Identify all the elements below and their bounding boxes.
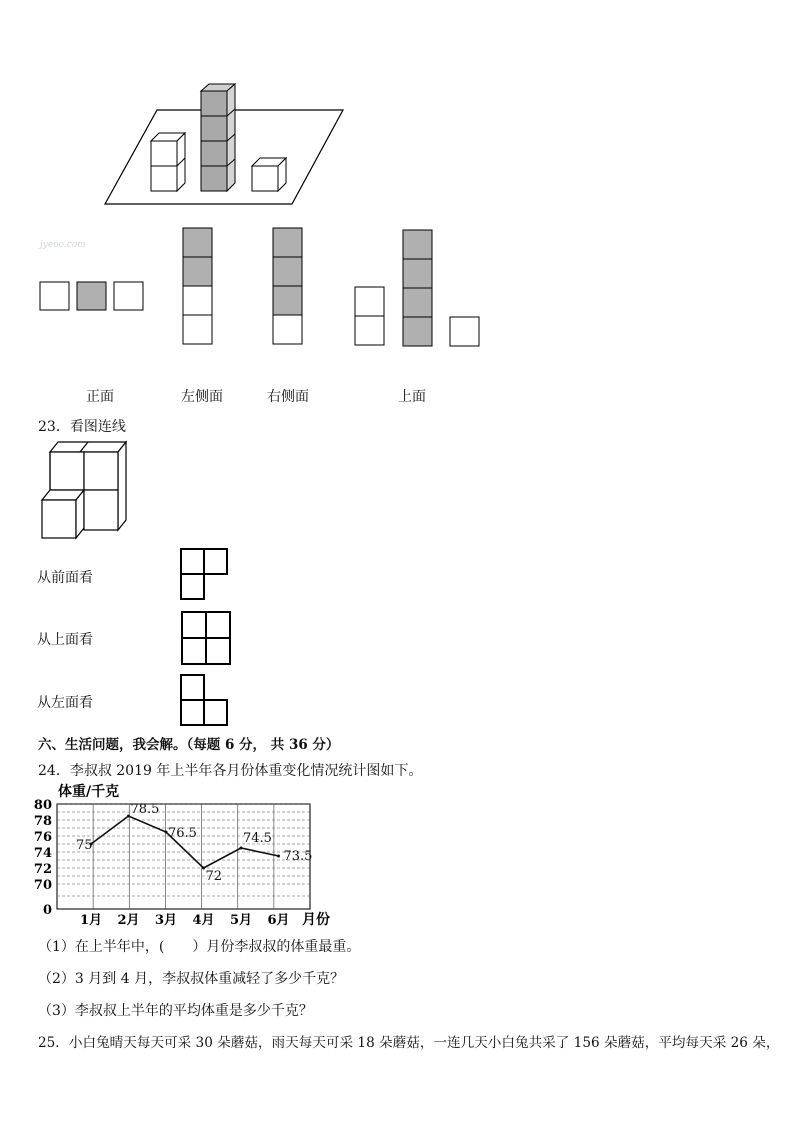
y-tick-label: 70: [33, 878, 52, 893]
q23-view-options: [0, 540, 260, 730]
y-tick-label: 0: [42, 903, 52, 918]
right-side-view: [273, 228, 302, 344]
q24-sub3: （3）李叔叔上半年的平均体重是多少千克？: [38, 1003, 313, 1019]
x-tick-label: 3月: [154, 913, 178, 928]
view-label-top: 上面: [398, 389, 426, 405]
q24-sub2: （2）3 月到 4 月，李叔叔体重减轻了多少千克？: [38, 971, 345, 987]
data-point: [240, 847, 243, 850]
data-label: 74.5: [243, 831, 272, 846]
x-tick-label: 4月: [192, 913, 215, 928]
chart-xticks: [80, 913, 290, 928]
weight-line-chart: [0, 780, 360, 930]
section-6-title: 六、生活问题，我会解。（每题 6 分， 共 36 分）: [38, 737, 340, 753]
option-front-view: [181, 549, 227, 599]
left-side-view: [183, 228, 212, 344]
q23-row-left-label: 从左面看: [37, 695, 93, 711]
view-drawings: [0, 220, 794, 360]
cube-arrangement-figure: [0, 0, 794, 215]
q23-title: 23．看图连线: [38, 419, 126, 435]
top-view: [355, 230, 479, 346]
q24-title: 24．李叔叔 2019 年上半年各月份体重变化情况统计图如下。: [38, 763, 423, 779]
view-label-left-side: 左侧面: [181, 389, 223, 405]
q24-sub1: （1）在上半年中，( ）月份李叔叔的体重最重。: [38, 939, 361, 955]
y-tick-label: 80: [33, 798, 52, 813]
q23-row-front-label: 从前面看: [37, 570, 93, 586]
data-label: 78.5: [130, 802, 160, 817]
y-tick-label: 76: [33, 830, 52, 845]
x-tick-label: 6月: [267, 913, 290, 928]
x-tick-label: 1月: [79, 913, 103, 928]
left-cube-stack: [151, 133, 185, 191]
watermark: jyeoo.com: [40, 240, 86, 250]
x-tick-label: 2月: [117, 913, 140, 928]
q25-text: 25．小白兔晴天每天可采 30 朵蘑菇，雨天每天可采 18 朵蘑菇，一连几天小白兔共采了 156 朵蘑菇，平均每天采 26 朵，: [38, 1035, 780, 1051]
middle-cube-tower: [201, 84, 235, 191]
data-point: [277, 855, 280, 858]
chart-ylabel: 体重/千克: [58, 784, 120, 800]
data-label: 72: [205, 869, 223, 884]
data-label: 75: [76, 838, 93, 853]
front-view: [40, 282, 143, 310]
chart-data-labels: [76, 802, 312, 884]
y-tick-label: 74: [33, 846, 52, 861]
y-tick-label: 78: [33, 814, 52, 829]
data-label: 76.5: [168, 826, 197, 841]
data-label: 73.5: [283, 849, 313, 864]
q23-row-top-label: 从上面看: [37, 632, 93, 648]
option-left-view: [181, 675, 227, 725]
chart-yticks: [34, 798, 52, 918]
chart-xlabel: 月份: [302, 912, 330, 928]
option-top-view: [182, 612, 230, 664]
view-label-right-side: 右侧面: [267, 389, 309, 405]
q23-3d-shape: [36, 440, 136, 542]
x-tick-label: 5月: [229, 913, 253, 928]
y-tick-label: 72: [33, 862, 52, 877]
right-single-cube: [252, 158, 286, 191]
chart-grid: [57, 804, 310, 909]
view-label-front: 正面: [86, 389, 114, 405]
